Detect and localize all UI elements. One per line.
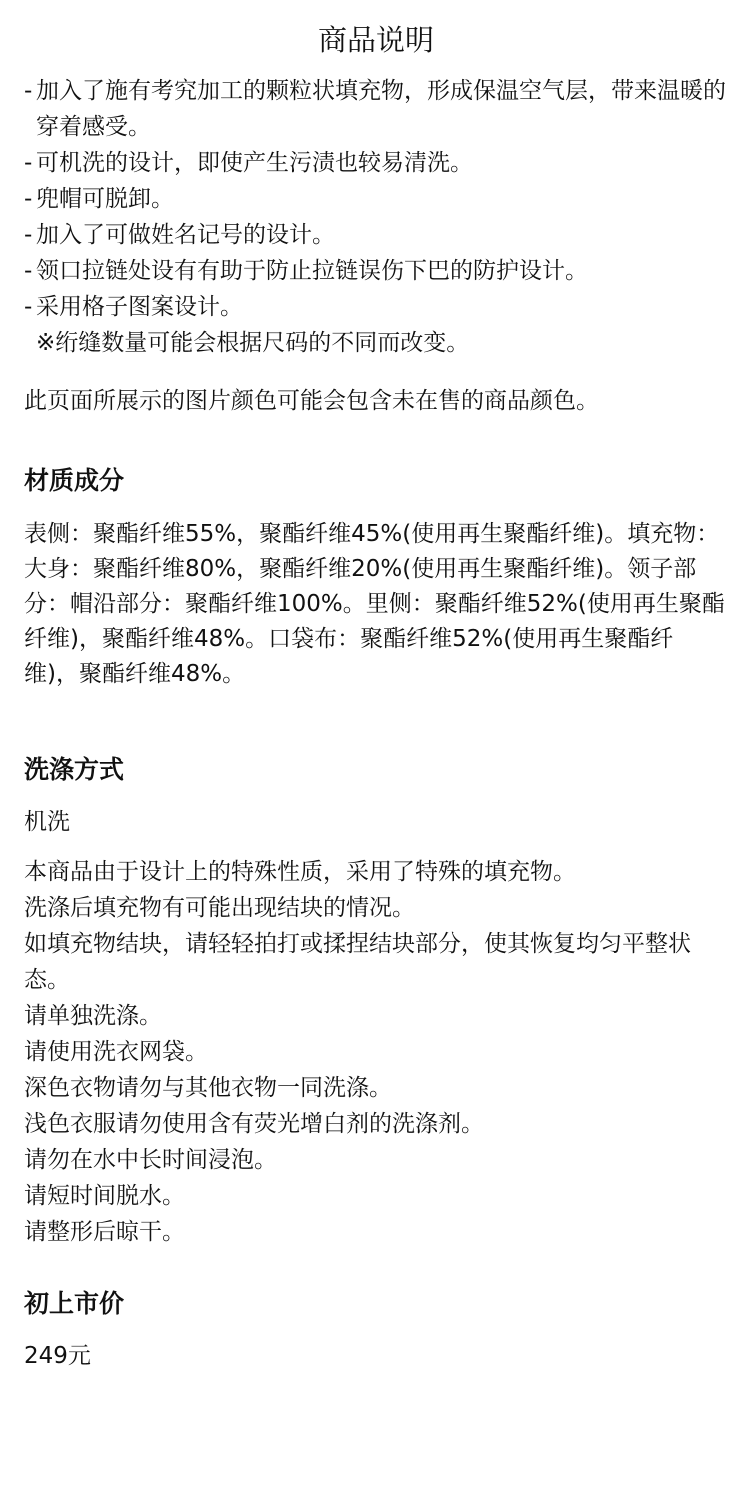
washing-heading: 洗涤方式 — [24, 755, 125, 784]
washing-instruction: 请整形后晾干。 — [24, 1219, 185, 1245]
washing-instruction: 请使用洗衣网袋。 — [24, 1039, 208, 1065]
washing-method: 机洗 — [24, 809, 70, 835]
washing-instruction: 洗涤后填充物有可能出现结块的情况。 — [24, 895, 415, 921]
feature-item: - 加入了施有考究加工的颗粒状填充物，形成保温空气层，带来温暖的穿着感受。 — [24, 73, 728, 145]
washing-instruction: 请单独洗涤。 — [24, 1003, 162, 1029]
washing-instruction: 本商品由于设计上的特殊性质，采用了特殊的填充物。 — [24, 859, 576, 885]
washing-instruction: 如填充物结块，请轻轻拍打或揉捏结块部分，使其恢复均匀平整状态。 — [24, 931, 691, 993]
price-section — [24, 1286, 728, 1374]
feature-item: - 兜帽可脱卸。 — [24, 181, 728, 217]
feature-list — [24, 73, 728, 325]
feature-item: - 加入了可做姓名记号的设计。 — [24, 217, 728, 253]
material-heading: 材质成分 — [24, 466, 125, 495]
washing-instruction: 请勿在水中长时间浸泡。 — [24, 1147, 277, 1173]
material-section — [24, 463, 728, 692]
washing-instruction: 请短时间脱水。 — [24, 1183, 185, 1209]
product-description-page — [24, 0, 728, 1374]
color-note: 此页面所展示的图片颜色可能会包含未在售的商品颜色。 — [24, 388, 599, 414]
feature-item: - 可机洗的设计，即使产生污渍也较易清洗。 — [24, 145, 728, 181]
washing-instruction-list — [24, 854, 728, 1250]
feature-item: - 领口拉链处设有有助于防止拉链误伤下巴的防护设计。 — [24, 253, 728, 289]
feature-item: - 采用格子图案设计。 — [24, 289, 728, 325]
page-title: 商品说明 — [317, 23, 434, 57]
washing-instruction: 浅色衣服请勿使用含有荧光增白剂的洗涤剂。 — [24, 1111, 484, 1137]
washing-section — [24, 752, 728, 1250]
washing-instruction: 深色衣物请勿与其他衣物一同洗涤。 — [24, 1075, 392, 1101]
price-heading: 初上市价 — [24, 1289, 125, 1318]
material-text: 表侧：聚酯纤维55%，聚酯纤维45%(使用再生聚酯纤维)。填充物：大身：聚酯纤维80%，聚酯纤维20%(使用再生聚酯纤维)。领子部分：帽沿部分：聚酯纤维100%。里侧：聚酯纤维52%(使用再生聚酯纤维)，聚酯纤维48%。口袋布：聚酯纤维52%(使用再生聚酯纤维)，聚酯纤维48%。 — [24, 521, 725, 687]
stitch-note: ※绗缝数量可能会根据尺码的不同而改变。 — [36, 330, 470, 356]
price-value: 249元 — [24, 1343, 91, 1369]
